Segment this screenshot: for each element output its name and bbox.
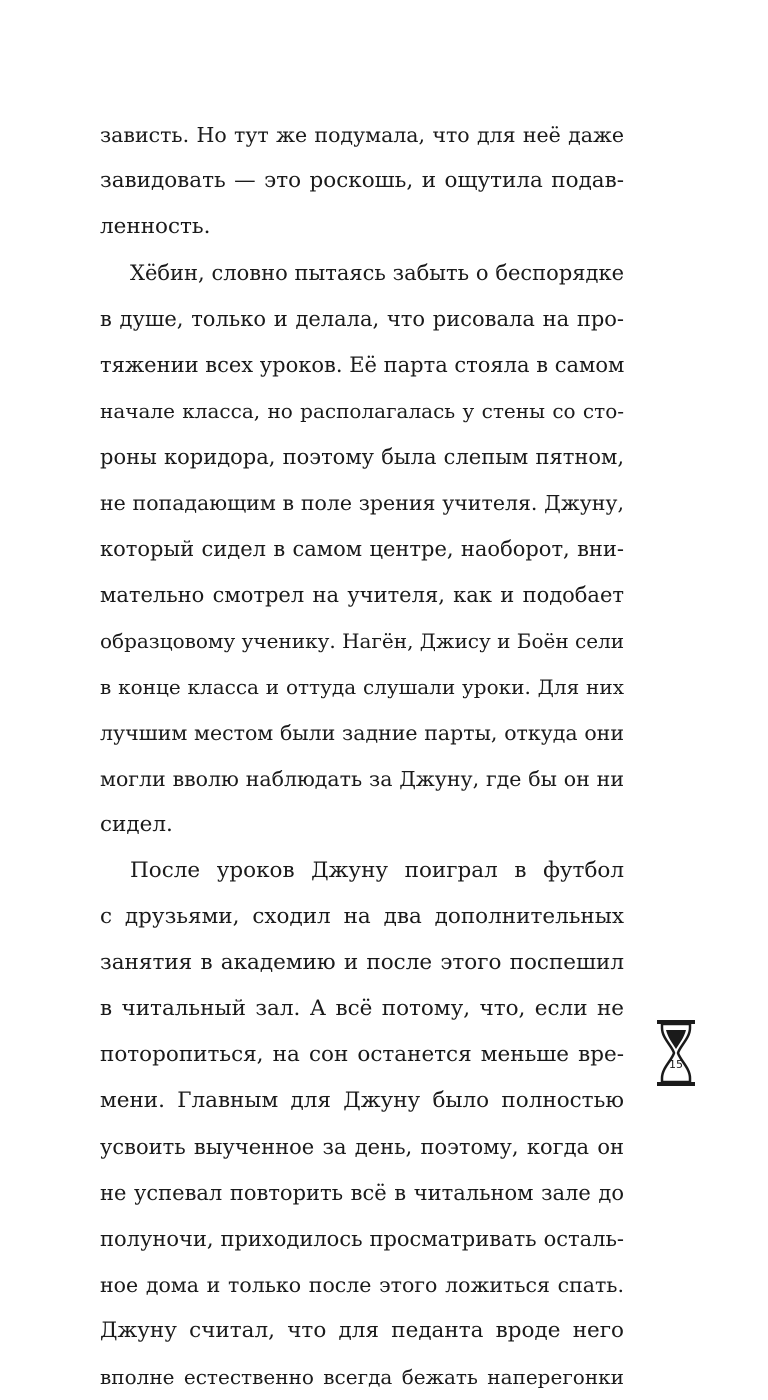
text-line: не успевал повторить всё в читальном зале до (100, 1181, 624, 1205)
page-number: 15 (669, 1058, 683, 1071)
text-line: в душе, только и делала, что рисовала на про- (100, 307, 624, 331)
text-line: тяжении всех уроков. Её парта стояла в самом (100, 353, 625, 377)
text-line: завидовать — это роскошь, и ощутила подав- (100, 168, 624, 193)
text-line: Хёбин, словно пытаясь забыть о беспорядке (130, 261, 624, 285)
text-line: который сидел в самом центре, наоборот, вни- (100, 537, 624, 561)
text-line: роны коридора, поэтому была слепым пятном, (100, 445, 624, 469)
text-line: лучшим местом были задние парты, откуда они (100, 721, 624, 745)
text-line: ленность. (100, 214, 211, 239)
text-line: ное дома и только после этого ложиться спать. (100, 1273, 624, 1297)
text-line: образцовому ученику. Нагён, Джису и Боён сели (100, 629, 625, 653)
text-line: мательно смотрел на учителя, как и подобает (100, 583, 624, 607)
text-line: После уроков Джуну поиграл в футбол (130, 858, 624, 883)
text-line: Джуну считал, что для педанта вроде него (100, 1318, 624, 1343)
page-number-marker (654, 1018, 698, 1088)
text-line: поторопиться, на сон останется меньше вре- (100, 1042, 624, 1067)
text-line: вполне естественно всегда бежать наперегонки (100, 1365, 624, 1389)
text-line: мени. Главным для Джуну было полностью (100, 1088, 624, 1113)
text-line: усвоить выученное за день, поэтому, когда он (100, 1135, 624, 1159)
text-line: зависть. Но тут же подумала, что для неё даже (100, 123, 624, 147)
text-line: полуночи, приходилось просматривать осталь- (100, 1227, 624, 1251)
text-line: в конце класса и оттуда слушали уроки. Для них (100, 675, 624, 699)
text-line: не попадающим в поле зрения учителя. Джуну, (100, 491, 624, 515)
text-line: начале класса, но располагалась у стены со сто- (100, 399, 624, 423)
text-line: занятия в академию и после этого поспешил (100, 950, 624, 975)
text-line: с друзьями, сходил на два дополнительных (100, 904, 624, 929)
body-text (100, 112, 624, 1400)
text-line: могли вволю наблюдать за Джуну, где бы он ни (100, 767, 624, 791)
text-line: сидел. (100, 812, 173, 837)
hourglass-icon (654, 1018, 698, 1088)
text-line: в читальный зал. А всё потому, что, если не (100, 996, 624, 1021)
